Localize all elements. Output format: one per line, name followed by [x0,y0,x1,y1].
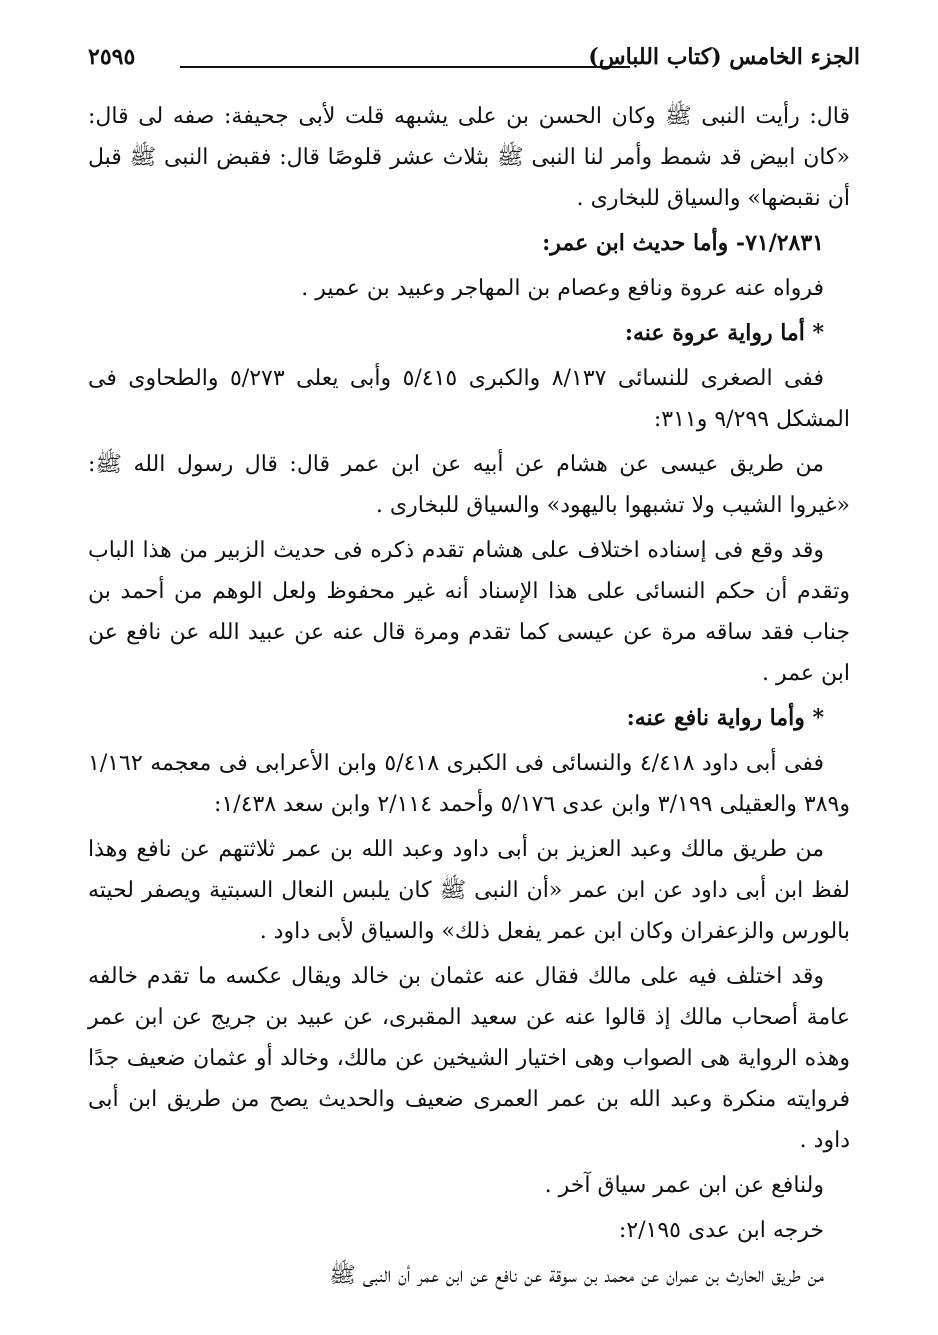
body-paragraph: خرجه ابن عدى ٢/١٩٥: [618,1218,824,1243]
body-paragraph: من طريق عيسى عن هشام عن أبيه عن ابن عمر قال: قال رسول الله ﷺ: «غيروا الشيب ولا تشبهوا باليهود» والسياق للبخارى . [88,452,850,518]
body-paragraph: من طريق مالك وعبد العزيز بن أبى داود وعبد الله بن عمر ثلاثتهم عن نافع وهذا لفظ ابن أبى داود عن ابن عمر «أن النبى ﷺ كان يلبس النعال السبتية ويصفر لحيته بالورس والزعفران وكان ابن عمر يفعل ذلك» والسياق لأبى داود . [88,837,850,944]
body-paragraph: فرواه عنه عروة ونافع وعصام بن المهاجر وعبيد بن عمير . [301,276,824,301]
body-paragraph: وقد وقع فى إسناده اختلاف على هشام تقدم ذكره فى حديث الزبير من هذا الباب وتقدم أن حكم النسائى على هذا الإسناد أنه غير محفوظ ولعل الوهم من أحمد بن جناب فقد ساقه مرة عن عيسى كما تقدم ومرة قال عنه عن عبيد الله عن نافع عن ابن عمر . [88,538,850,686]
body-paragraph: ولنافع عن ابن عمر سياق آخر . [544,1173,824,1198]
body-paragraph: من طريق الحارث بن عمران عن محمد بن سوقة عن نافع عن ابن عمر أن النبى ﷺ [329,1263,824,1288]
section-heading: * أما رواية عروة عنه: [624,320,824,346]
page-number: ٢٥٩٥ [88,44,136,70]
section-heading: * وأما رواية نافع عنه: [626,705,824,731]
body-paragraph: وقد اختلف فيه على مالك فقال عنه عثمان بن خالد ويقال عكسه ما تقدم خالفه عامة أصحاب مالك إذ قالوا عنه عن سعيد المقبرى، عن عبيد بن جريج عن ابن عمر وهذه الرواية هى الصواب وهى اختيار الشيخين عن مالك، وخالد أو عثمان ضعيف جدًا فروايته منكرة وعبد الله بن عمر العمرى ضعيف والحديث يصح من طريق ابن أبى داود . [88,964,850,1153]
running-title: الجزء الخامس (كتاب اللباس) [588,44,860,70]
page-header [88,44,860,84]
header-rule [180,66,630,68]
section-heading: ٧١/٢٨٣١- وأما حديث ابن عمر: [542,230,824,256]
body-paragraph: قال: رأيت النبى ﷺ وكان الحسن بن على يشبهه قلت لأبى جحيفة: صفه لى قال: «كان ابيض قد شمط وأمر لنا النبى ﷺ بثلاث عشر قلوصًا قال: فقبض النبى ﷺ قبل أن نقبضها» والسياق للبخارى . [88,104,850,211]
page-body [88,96,850,1300]
body-paragraph: ففى الصغرى للنسائى ٨/١٣٧ والكبرى ٥/٤١٥ وأبى يعلى ٥/٢٧٣ والطحاوى فى المشكل ٩/٢٩٩ و٣١١: [88,366,850,432]
body-paragraph: ففى أبى داود ٤/٤١٨ والنسائى فى الكبرى ٥/٤١٨ وابن الأعرابى فى معجمه ١/١٦٢ و٣٨٩ والعقيلى ٣/١٩٩ وابن عدى ٥/١٧٦ وأحمد ٢/١١٤ وابن سعد ١/٤٣٨: [88,751,850,817]
